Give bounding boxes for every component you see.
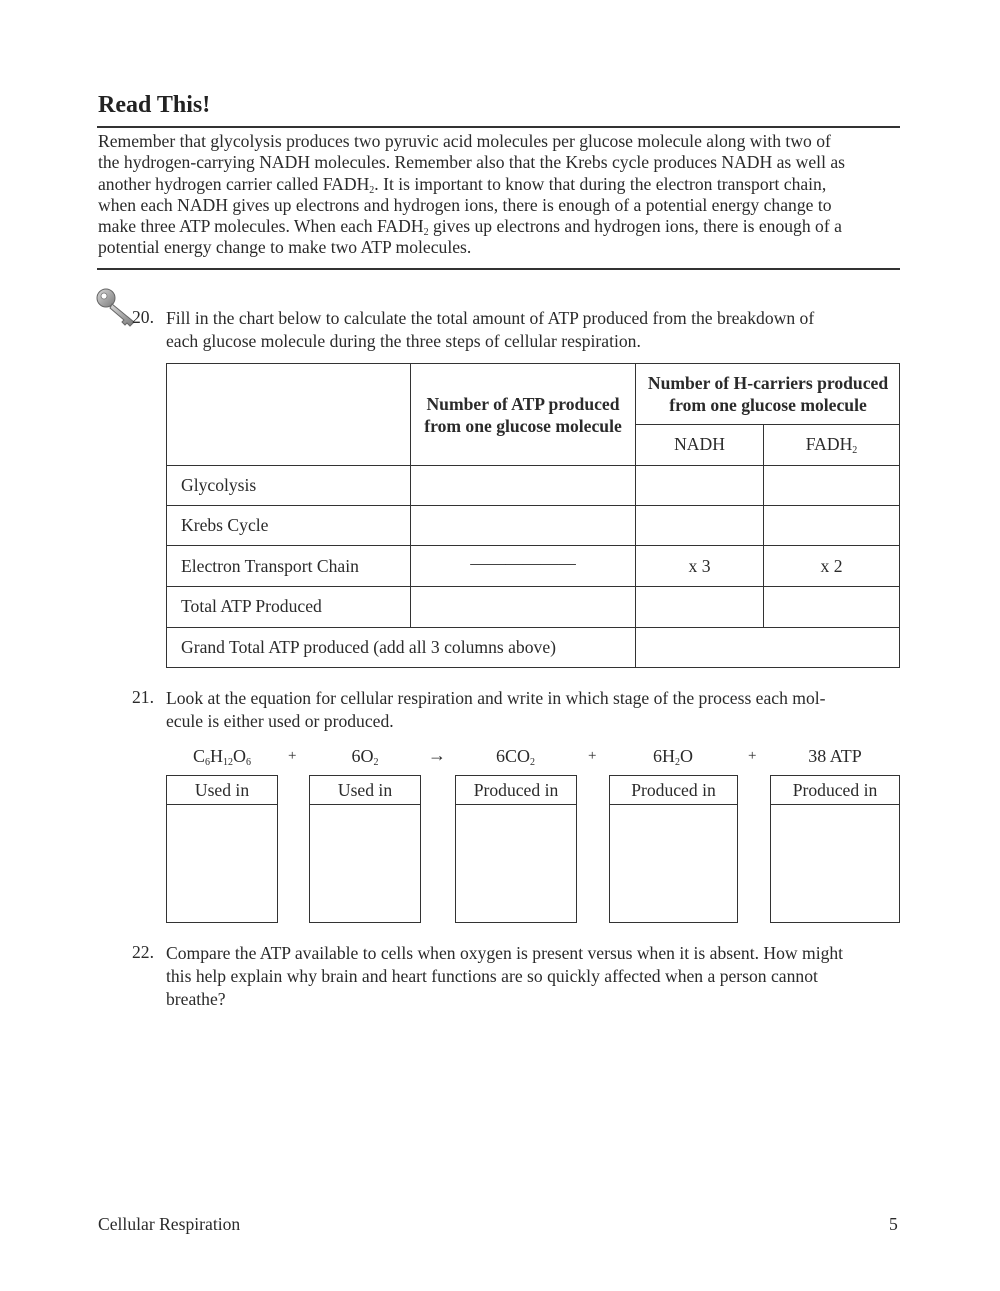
question-text: Look at the equation for cellular respiration and write in which stage of the process each mol- ecule is either used or produced. bbox=[166, 688, 826, 731]
top-divider bbox=[97, 126, 900, 128]
carbon-dioxide-formula: $6CO_2$ bbox=[495, 746, 535, 768]
answer-cell-total-fadh2[interactable] bbox=[764, 587, 899, 627]
nadh-header: NADH bbox=[674, 434, 725, 454]
question-text: Compare the ATP available to cells when oxygen is present versus when it is absent. How might this help explain why brain and heart functions are so quickly affected when a person cannot breathe? bbox=[166, 943, 844, 1009]
question-number: 20. bbox=[132, 307, 154, 327]
oxygen-formula: $6O_2$ bbox=[351, 746, 379, 768]
row-label-glycolysis: Glycolysis bbox=[181, 475, 257, 495]
etc-nadh-multiplier: x 3 bbox=[688, 556, 711, 576]
carbon-dioxide-answer-box[interactable] bbox=[455, 775, 577, 923]
water-formula: $6H_2O$ bbox=[653, 746, 693, 768]
reaction-arrow: → bbox=[428, 745, 446, 765]
row-label-grand-total: Grand Total ATP produced (add all 3 columns above) bbox=[181, 637, 556, 657]
row-label-electron-transport-chain: Electron Transport Chain bbox=[181, 556, 359, 576]
glucose-answer-box[interactable] bbox=[166, 775, 278, 923]
paragraph-line: Remember that glycolysis produces two pyruvic acid molecules per glucose molecule along with two of bbox=[98, 131, 831, 151]
plus-sign: + bbox=[748, 748, 757, 764]
row-label-krebs-cycle: Krebs Cycle bbox=[181, 515, 269, 535]
answer-cell-total-nadh[interactable] bbox=[636, 587, 763, 627]
atp-column-header: Number of ATP produced from one glucose molecule bbox=[424, 394, 622, 436]
answer-cell-glycolysis-nadh[interactable] bbox=[636, 466, 763, 505]
paragraph-line: potential energy change to make two ATP molecules. bbox=[98, 237, 472, 258]
carriers-column-header: Number of H-carriers produced from one glucose molecule bbox=[647, 373, 889, 415]
paragraph-line: when each NADH gives up electrons and hydrogen ions, there is enough of a potential energy change to bbox=[98, 194, 832, 215]
box-label: Used in bbox=[167, 776, 277, 805]
read-this-paragraph bbox=[98, 131, 903, 259]
etc-fadh2-multiplier: x 2 bbox=[820, 556, 843, 576]
atp-table bbox=[166, 363, 900, 668]
oxygen-answer-box[interactable] bbox=[309, 775, 421, 923]
bottom-divider bbox=[97, 268, 900, 270]
box-label: Produced in bbox=[610, 776, 737, 805]
fadh2-header: $FADH_2$ bbox=[805, 434, 858, 456]
plus-sign: + bbox=[588, 748, 597, 764]
plus-sign: + bbox=[288, 748, 297, 764]
question-text: Fill in the chart below to calculate the total amount of ATP produced from the breakdown of each glucose molecule during the three steps of cellular respiration. bbox=[166, 308, 815, 351]
row-label-total-atp: Total ATP Produced bbox=[181, 596, 322, 616]
atp-answer-box[interactable] bbox=[770, 775, 900, 923]
glucose-formula: $C_6H_{12}O_6$ bbox=[192, 746, 251, 768]
answer-cell-krebs-atp[interactable] bbox=[411, 506, 635, 545]
box-label: Produced in bbox=[456, 776, 576, 805]
water-answer-box[interactable] bbox=[609, 775, 738, 923]
paragraph-line: the hydrogen-carrying NADH molecules. Remember also that the Krebs cycle produces NADH as well as bbox=[98, 152, 846, 173]
page-number: 5 bbox=[889, 1214, 898, 1234]
question-number: 22. bbox=[132, 942, 154, 962]
atp-term: 38 ATP bbox=[808, 746, 862, 766]
answer-cell-total-atp[interactable] bbox=[411, 587, 635, 627]
paragraph-line: make three ATP molecules. When each $FADH_2$ gives up electrons and hydrogen ions, there is enough of a bbox=[98, 216, 842, 239]
footer-title: Cellular Respiration bbox=[98, 1214, 241, 1234]
answer-cell-glycolysis-atp[interactable] bbox=[411, 466, 635, 505]
answer-cell-krebs-fadh2[interactable] bbox=[764, 506, 899, 545]
etc-atp-dash: —————— bbox=[470, 553, 576, 573]
box-label: Produced in bbox=[771, 776, 899, 805]
paragraph-line: another hydrogen carrier called $FADH_2$. It is important to know that during the electron transport chain, bbox=[98, 173, 827, 196]
answer-cell-glycolysis-fadh2[interactable] bbox=[764, 466, 899, 505]
answer-cell-krebs-nadh[interactable] bbox=[636, 506, 763, 545]
section-title: Read This! bbox=[98, 92, 211, 118]
box-label: Used in bbox=[310, 776, 420, 805]
answer-cell-grand-total[interactable] bbox=[636, 628, 899, 667]
question-number: 21. bbox=[132, 687, 154, 707]
